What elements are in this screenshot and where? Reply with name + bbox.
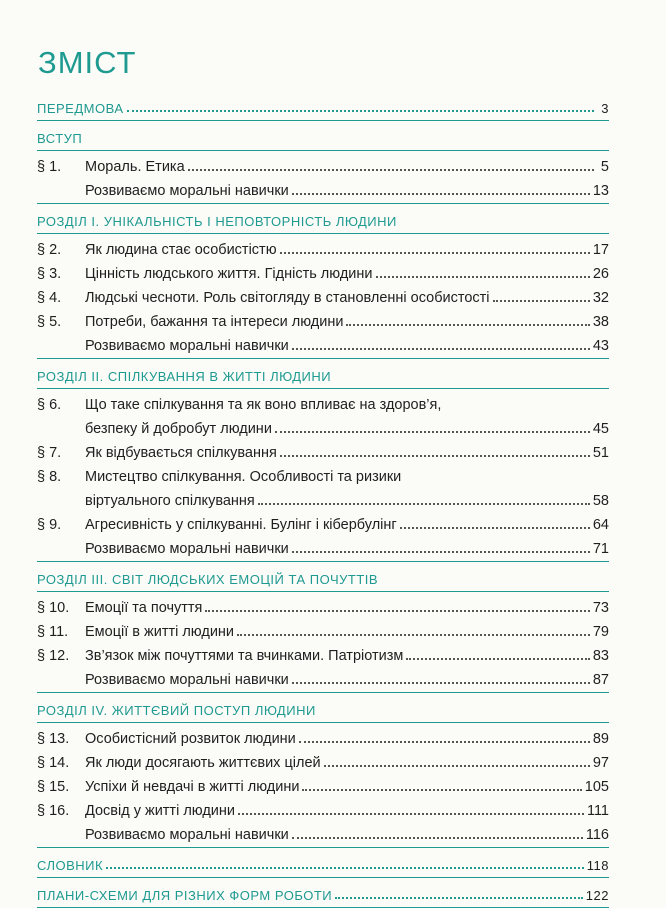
dot-leader	[292, 836, 583, 839]
dot-leader	[292, 347, 590, 350]
toc-entry-number: § 6.	[37, 397, 62, 413]
toc-entry[interactable]	[37, 771, 609, 795]
toc-schemes[interactable]	[37, 882, 609, 903]
toc-entry-title: Агресивність у спілкуванні. Булінг і кібербулінг	[85, 517, 397, 533]
toc-entry-number: § 5.	[37, 314, 62, 330]
toc-entry-page: 51	[592, 445, 609, 461]
toc-entry[interactable]	[37, 330, 609, 354]
toc-entry-title: Розвиваємо моральні навички	[85, 183, 289, 199]
toc-entry-page: 45	[592, 421, 609, 437]
toc-entry-title-line: Мистецтво спілкування. Особливості та ризики	[85, 469, 402, 485]
dot-leader	[258, 502, 590, 505]
toc-entry-title: Розвиваємо моральні навички	[85, 672, 289, 688]
dot-leader	[299, 740, 590, 743]
toc-entry[interactable]	[37, 461, 609, 509]
toc-entry-title: Розвиваємо моральні навички	[85, 827, 289, 843]
toc-entry-page: 58	[592, 493, 609, 509]
dot-leader	[127, 109, 594, 112]
toc-entry[interactable]	[37, 175, 609, 199]
toc-entry[interactable]	[37, 747, 609, 771]
toc-entry-title: Розвиваємо моральні навички	[85, 338, 289, 354]
toc-entry[interactable]	[37, 258, 609, 282]
toc-entry-page: 87	[592, 672, 609, 688]
toc-preface[interactable]	[37, 95, 609, 116]
section-divider	[37, 120, 609, 121]
toc-section-4-heading[interactable]	[37, 697, 609, 718]
toc-entry-title: Як людина стає особистістю	[85, 242, 277, 258]
toc-entry-title: Мораль. Етика	[85, 159, 185, 175]
dot-leader	[275, 430, 590, 433]
toc-entry-page: 13	[592, 183, 609, 199]
dot-leader	[400, 526, 590, 529]
toc-entry-title: Емоції та почуття	[85, 600, 203, 616]
toc-entry[interactable]	[37, 151, 609, 175]
toc-entry-number: § 15.	[37, 779, 70, 795]
toc-schemes-title: ПЛАНИ-СХЕМИ ДЛЯ РІЗНИХ ФОРМ РОБОТИ	[37, 888, 333, 903]
toc-glossary-page: 118	[586, 858, 609, 873]
toc-entry-number: § 16.	[37, 803, 70, 819]
toc-intro-heading[interactable]	[37, 125, 609, 146]
toc-entry-title: Особистісний розвиток людини	[85, 731, 296, 747]
toc-entry[interactable]	[37, 723, 609, 747]
toc-entry[interactable]	[37, 234, 609, 258]
section-divider	[37, 847, 609, 848]
toc-entry[interactable]	[37, 437, 609, 461]
toc-entry-title: Як відбувається спілкування	[85, 445, 277, 461]
dot-leader	[237, 633, 590, 636]
page-title: ЗМІСТ	[38, 44, 137, 80]
toc-section-title: РОЗДІЛ IV. ЖИТТЄВИЙ ПОСТУП ЛЮДИНИ	[37, 703, 316, 718]
toc-entry-title: Успіхи й невдачі в житті людини	[85, 779, 300, 795]
toc-entry-title: безпеку й добробут людини	[85, 421, 272, 437]
toc-entry[interactable]	[37, 533, 609, 557]
toc-section-2-heading[interactable]	[37, 363, 609, 384]
toc-glossary-title: СЛОВНИК	[37, 858, 104, 873]
dot-leader	[238, 812, 584, 815]
toc-entry-number: § 14.	[37, 755, 70, 771]
toc-entry-number: § 11.	[37, 624, 69, 640]
toc-preface-page: 3	[601, 101, 609, 116]
toc-entry-page: 83	[592, 648, 609, 664]
table-of-contents	[37, 95, 609, 908]
toc-entry-title: Емоції в житті людини	[85, 624, 235, 640]
dot-leader	[324, 764, 590, 767]
toc-entry-number: § 13.	[37, 731, 70, 747]
toc-entry[interactable]	[37, 616, 609, 640]
dot-leader	[106, 866, 584, 869]
dot-leader	[406, 657, 590, 660]
toc-entry-title: Потреби, бажання та інтереси людини	[85, 314, 344, 330]
toc-entry-title: Як люди досягають життєвих цілей	[85, 755, 321, 771]
toc-entry[interactable]	[37, 509, 609, 533]
dot-leader	[346, 323, 589, 326]
dot-leader	[292, 681, 590, 684]
toc-entry-number: § 2.	[37, 242, 62, 258]
toc-section-title: РОЗДІЛ ІІ. СПІЛКУВАННЯ В ЖИТТІ ЛЮДИНИ	[37, 369, 332, 384]
toc-entry-title: Людські чесноти. Роль світогляду в становленні особистості	[85, 290, 490, 306]
toc-entry-number: § 10.	[37, 600, 70, 616]
toc-section-1-heading[interactable]	[37, 208, 609, 229]
toc-entry-title: Зв’язок між почуттями та вчинками. Патріотизм	[85, 648, 404, 664]
toc-entry[interactable]	[37, 664, 609, 688]
section-divider	[37, 203, 609, 204]
dot-leader	[188, 168, 594, 171]
section-divider	[37, 561, 609, 562]
toc-entry[interactable]	[37, 795, 609, 819]
section-divider	[37, 692, 609, 693]
toc-entry-page: 17	[592, 242, 609, 258]
toc-glossary[interactable]	[37, 852, 609, 873]
toc-entry-page: 26	[592, 266, 609, 282]
toc-entry-page: 89	[592, 731, 609, 747]
toc-entry-page: 79	[592, 624, 609, 640]
toc-entry-page: 71	[592, 541, 609, 557]
dot-leader	[376, 275, 590, 278]
toc-entry-number: § 7.	[37, 445, 62, 461]
toc-entry[interactable]	[37, 389, 609, 437]
toc-entry-page: 43	[592, 338, 609, 354]
dot-leader	[493, 299, 590, 302]
dot-leader	[292, 192, 590, 195]
toc-entry-page: 73	[592, 600, 609, 616]
section-divider	[37, 358, 609, 359]
toc-entry-number: § 12.	[37, 648, 70, 664]
toc-entry-page: 32	[592, 290, 609, 306]
toc-entry-number: § 1.	[37, 159, 62, 175]
toc-entry-title-line: Що таке спілкування та як воно впливає на здоров’я,	[85, 397, 442, 413]
toc-section-title: РОЗДІЛ І. УНІКАЛЬНІСТЬ І НЕПОВТОРНІСТЬ ЛЮДИНИ	[37, 214, 397, 229]
toc-entry[interactable]	[37, 640, 609, 664]
toc-entry-page: 105	[584, 779, 609, 795]
toc-entry-page: 64	[592, 517, 609, 533]
toc-section-title: РОЗДІЛ ІІІ. СВІТ ЛЮДСЬКИХ ЕМОЦІЙ ТА ПОЧУТТІВ	[37, 572, 379, 587]
section-divider	[37, 877, 609, 878]
toc-preface-title: ПЕРЕДМОВА	[37, 101, 124, 116]
toc-entry-title: віртуального спілкування	[85, 493, 255, 509]
toc-intro-title: ВСТУП	[37, 131, 83, 146]
toc-entry-page: 5	[600, 159, 609, 175]
toc-entry-page: 111	[586, 803, 609, 819]
dot-leader	[280, 454, 590, 457]
toc-entry-number: § 8.	[37, 469, 62, 485]
dot-leader	[335, 896, 583, 899]
dot-leader	[302, 788, 581, 791]
toc-entry[interactable]	[37, 282, 609, 306]
toc-entry-title: Розвиваємо моральні навички	[85, 541, 289, 557]
dot-leader	[292, 550, 590, 553]
toc-entry-number: § 4.	[37, 290, 62, 306]
toc-entry[interactable]	[37, 306, 609, 330]
toc-entry-page: 116	[585, 827, 609, 843]
dot-leader	[205, 609, 589, 612]
toc-entry-number: § 3.	[37, 266, 62, 282]
toc-entry-page: 38	[592, 314, 609, 330]
toc-entry-number: § 9.	[37, 517, 62, 533]
toc-entry-page: 97	[592, 755, 609, 771]
toc-schemes-page: 122	[585, 888, 609, 903]
toc-entry[interactable]	[37, 819, 609, 843]
toc-entry-title: Досвід у житті людини	[85, 803, 236, 819]
toc-entry[interactable]	[37, 592, 609, 616]
toc-entry-title: Цінність людського життя. Гідність людини	[85, 266, 373, 282]
toc-section-3-heading[interactable]	[37, 566, 609, 587]
dot-leader	[280, 251, 590, 254]
